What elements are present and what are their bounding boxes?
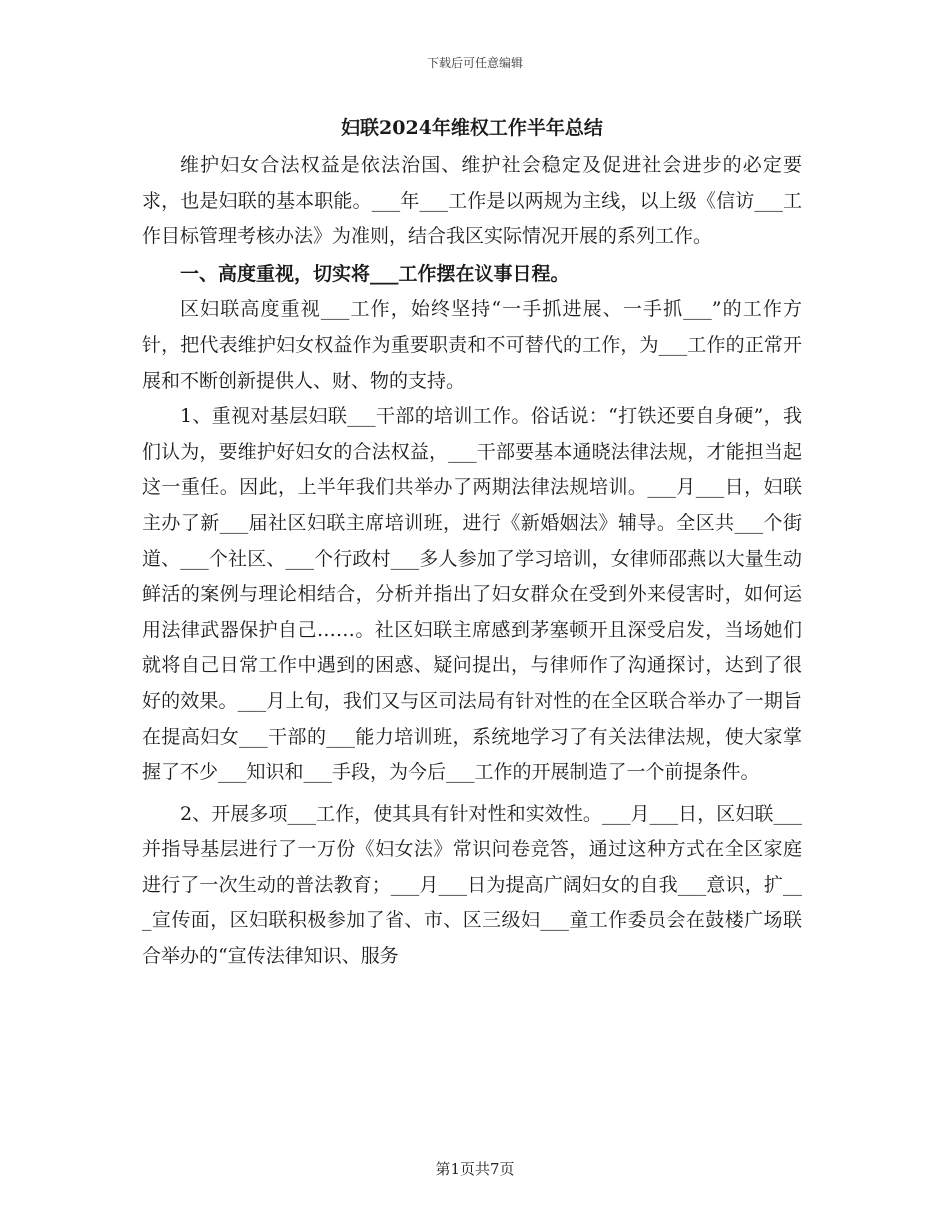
paragraph-intro: 维护妇女合法权益是依法治国、维护社会稳定及促进社会进步的必定要求，也是妇联的基本职能。___年___工作是以两规为主线，以上级《信访___工作目标管理考核办法》为准则，结合我区实际情况开展的系列工作。 bbox=[142, 154, 802, 248]
header-note: 下载后可任意编辑 bbox=[426, 56, 523, 70]
paragraph-item-1: 1、重视对基层妇联___干部的培训工作。俗话说：“打铁还要自身硬”，我们认为，要维护好妇女的合法权益，___干部要基本通晓法律法规，才能担当起这一重任。因此，上半年我们共举办了两期法律法规培训。___月___日，妇联主办了新___届社区妇联主席培训班，进行《新婚姻法》辅导。全区共___个街道、___个社区、___个行政村___多人参加了学习培训，女律师邵燕以大量生动鲜活的案例与理论相结合，分析并指出了妇女群众在受到外来侵害时，如何运用法律武器保护自己……。社区妇联主席感到茅塞顿开且深受启发，当场她们就将自己日常工作中遇到的困惑、疑问提出，与律师作了沟通探讨，达到了很好的效果。___月上旬，我们又与区司法局有针对性的在全区联合举办了一期旨在提高妇女___干部的___能力培训班，系统地学习了有关法律法规，使大家掌握了不少___知识和___手段，为今后___工作的开展制造了一个前提条件。 bbox=[142, 405, 802, 784]
document-body bbox=[142, 108, 802, 975]
paragraph-item-2: 2、开展多项___工作，使其具有针对性和实效性。___月___日，区妇联___并指导基层进行了一万份《妇女法》常识问卷竞答，通过这种方式在全区家庭进行了一次生动的普法教育；___月___日为提高广阔妇女的自我___意识，扩___宣传面，区妇联积极参加了省、市、区三级妇___童工作委员会在鼓楼广场联合举办的“宣传法律知识、服务 bbox=[142, 802, 802, 968]
document-title: 妇联2024年维权工作半年总结 bbox=[341, 117, 603, 139]
paragraph-section-1: 区妇联高度重视___工作，始终坚持“一手抓进展、一手抓___”的工作方针，把代表维护妇女权益作为重要职责和不可替代的工作，为___工作的正常开展和不断创新提供人、财、物的支持。 bbox=[142, 298, 802, 392]
page-number: 第1页共7页 bbox=[435, 1160, 515, 1178]
section-heading-1: 一、高度重视，切实将___工作摆在议事日程。 bbox=[180, 262, 570, 285]
